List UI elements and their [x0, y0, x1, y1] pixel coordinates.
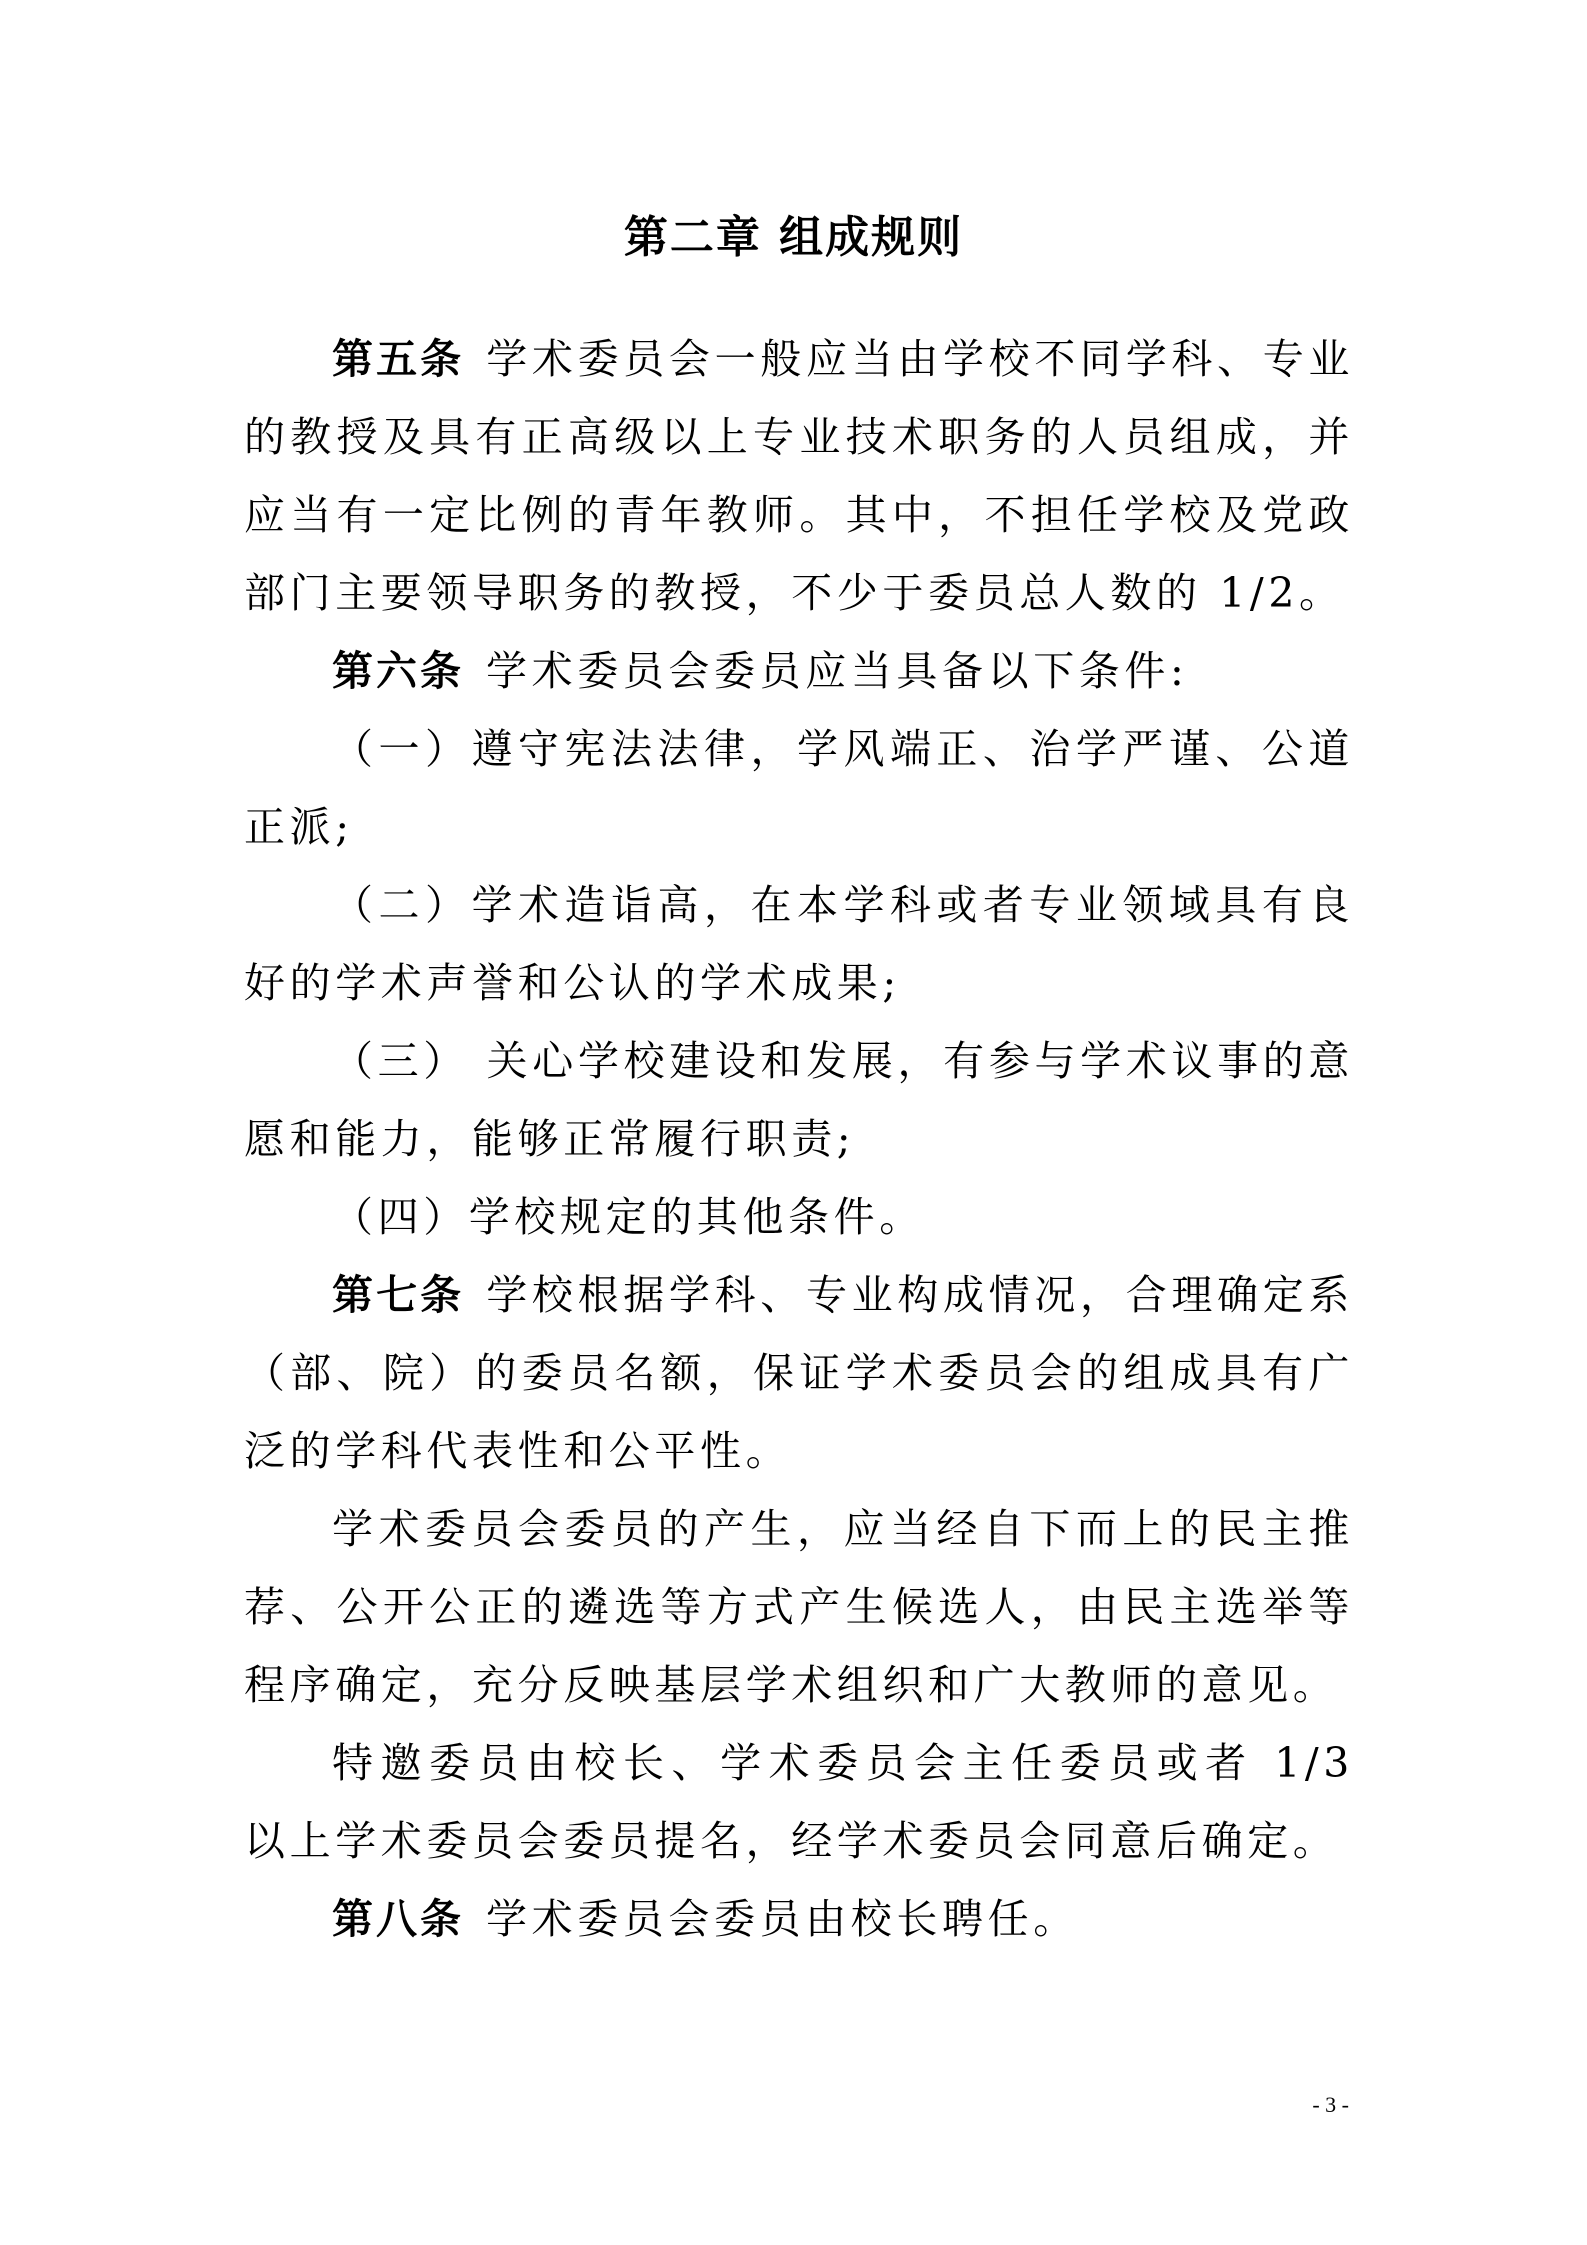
article-text: 学术委员会一般应当由学校不同学科、专业的教授及具有正高级以上专业技术职务的人员组成，并应当有一定比例的青年教师。其中，不担任学校及党政部门主要领导职务的教授，不少于委员总人数的 1/2。 — [244, 335, 1354, 617]
paragraph-text: 特邀委员由校长、学术委员会主任委员或者 1/3 以上学术委员会委员提名，经学术委员会同意后确定。 — [244, 1739, 1354, 1865]
article-7-special-members-paragraph — [244, 1724, 1354, 1880]
condition-item-2 — [244, 866, 1354, 1022]
article-text: 学术委员会委员由校长聘任。 — [486, 1895, 1079, 1943]
article-heading: 第五条 — [332, 335, 465, 383]
article-5 — [244, 320, 1354, 632]
article-heading: 第七条 — [332, 1271, 465, 1319]
article-heading: 第六条 — [332, 647, 464, 695]
article-text: 学校根据学科、专业构成情况，合理确定系（部、院）的委员名额，保证学术委员会的组成具有广泛的学科代表性和公平性。 — [244, 1271, 1354, 1475]
condition-text: （一）遵守宪法法律，学风端正、治学严谨、公道正派; — [244, 725, 1354, 851]
condition-item-3 — [244, 1022, 1354, 1178]
article-8 — [244, 1880, 1354, 1958]
condition-item-4 — [244, 1178, 1354, 1256]
condition-text: （四）学校规定的其他条件。 — [332, 1193, 925, 1241]
condition-text: （二）学术造诣高，在本学科或者专业领域具有良好的学术声誉和公认的学术成果; — [244, 881, 1354, 1007]
article-7-selection-paragraph — [244, 1490, 1354, 1724]
article-text: 学术委员会委员应当具备以下条件: — [486, 647, 1189, 695]
chapter-title: 第二章 组成规则 — [623, 212, 964, 263]
article-6 — [244, 632, 1354, 710]
article-heading: 第八条 — [332, 1895, 464, 1943]
condition-text: （三） 关心学校建设和发展，有参与学术议事的意愿和能力，能够正常履行职责; — [244, 1037, 1354, 1163]
document-body — [244, 320, 1354, 1958]
condition-item-1 — [244, 710, 1354, 866]
paragraph-text: 学术委员会委员的产生，应当经自下而上的民主推荐、公开公正的遴选等方式产生候选人，由民主选举等程序确定，充分反映基层学术组织和广大教师的意见。 — [244, 1505, 1354, 1709]
article-7 — [244, 1256, 1354, 1490]
page-number: - 3 - — [1312, 2092, 1349, 2117]
